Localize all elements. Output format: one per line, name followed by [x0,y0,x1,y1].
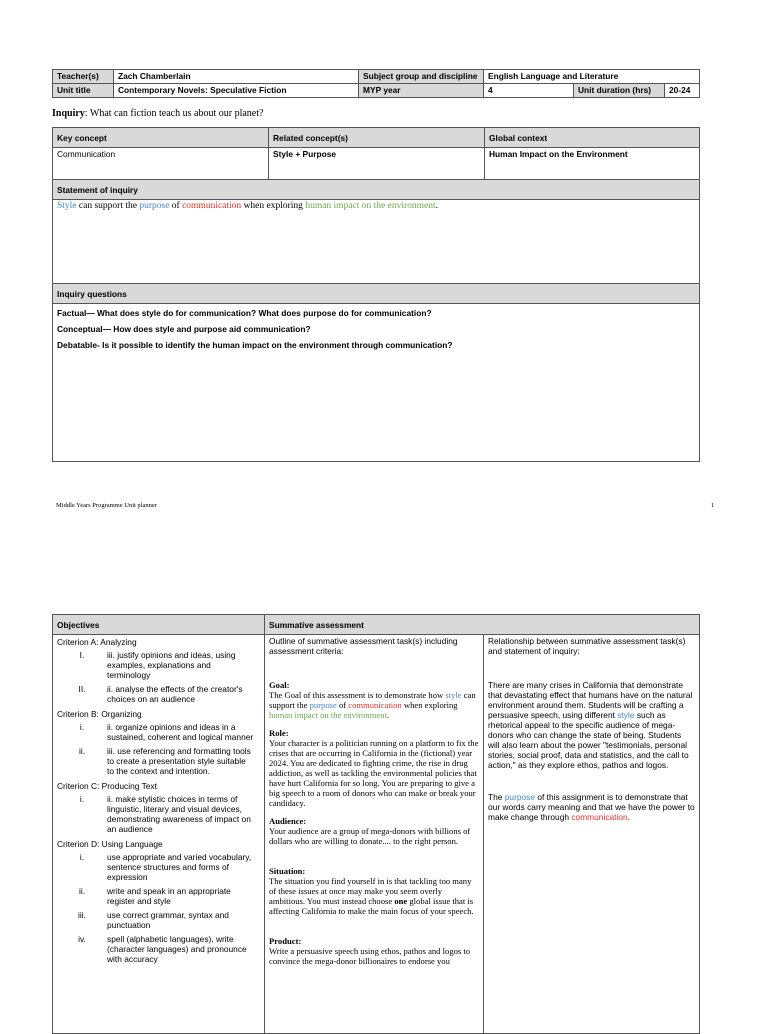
objective-text: use correct grammar, syntax and punctuation [107,910,229,930]
global-context-label: Global context [485,128,700,148]
goal-word-communication: communication [348,700,402,710]
statement-word-style: Style [57,201,77,211]
unit-header-table [52,69,700,98]
audience-label: Audience: [269,816,307,826]
objective-text: spell (alphabetic languages), write (character languages) and pronounce with accuracy [107,934,247,964]
rel-span: such as rhetorical appeal to the specific audience of mega-donors who can change the state of being. Students will also learn about the power "testimonials, personal stories, social proof, data and statistics, and the call to action," as they explore ethos, pathos and logos. [488,710,689,770]
global-context-value: Human Impact on the Environment [485,148,700,180]
unit-title-value: Contemporary Novels: Speculative Fiction [114,84,359,98]
statement-label: Statement of inquiry [53,180,700,200]
rel-span: of this assignment is to demonstrate that our words carry meaning and that we have the power to make change through [488,792,695,822]
audience-text: Your audience are a group of mega-donors with billions of dollars who are willing to donate.... to the right person. [269,826,471,846]
criterion-title: Criterion D: Using Language [57,839,163,849]
key-concept-label: Key concept [53,128,269,148]
objective-number: i. [79,852,85,862]
relationship-paragraph-2 [488,792,695,822]
inquiry-questions-label: Inquiry questions [53,284,700,304]
objective-item [57,650,260,680]
objective-text: iii. justify opinions and ideas, using examples, explanations and terminology [107,650,236,680]
objective-item [57,746,260,776]
footer-title: Middle Years Programme Unit planner [56,502,157,509]
objectives-cell [53,635,265,1034]
objective-item [57,852,260,882]
criterion-title: Criterion A: Analyzing [57,637,137,647]
summative-label: Summative assessment [265,615,700,635]
objective-number: II. [78,684,86,694]
outline-label: Outline of summative assessment task(s) including assessment criteria: [269,636,458,656]
situation-label: Situation: [269,866,306,876]
statement-word-purpose: purpose [139,201,170,211]
situation-bold: one [394,896,408,906]
debatable-question: Debatable- Is it possible to identify the human impact on the environment through communication? [57,340,453,350]
objective-text: ii. organize opinions and ideas in a sustained, coherent and logical manner [107,722,254,742]
goal-word-style: style [445,690,462,700]
concepts-table [52,127,700,462]
statement-text: . [435,201,439,211]
goal-span: can support the [269,690,476,710]
objective-number: ii. [78,746,86,756]
objective-item [57,684,260,704]
goal-word-purpose: purpose [309,700,337,710]
inquiry-questions [53,304,700,462]
objective-item [57,910,260,930]
duration-value: 20-24 [665,84,700,98]
objective-text: use appropriate and varied vocabulary, sentence structures and forms of expression [107,852,252,882]
factual-question: Factual— What does style do for communication? What does purpose do for communication? [57,308,432,318]
criterion-title: Criterion B: Organizing [57,709,142,719]
situation-span: global issue that is affecting California to make the main focus of your speech. [269,896,474,916]
goal-span: of [336,700,349,710]
teacher-value: Zach Chamberlain [114,70,359,84]
goal-span: when exploring [401,700,458,710]
relationship-label: Relationship between summative assessment task(s) and statement of inquiry: [488,636,686,656]
summative-outline-cell [265,635,484,1034]
product-label: Product: [269,936,302,946]
objective-number: i. [79,722,85,732]
inquiry-text: : What can fiction teach us about our planet? [84,108,264,119]
rel-span: The [488,792,505,802]
objective-number: I. [79,650,85,660]
goal-span: The Goal of this assessment is to demonstrate how [269,690,446,700]
goal-word-human-impact: human impact on the environment [269,710,387,720]
rel-span: . [627,812,630,822]
situation-span: The situation you find yourself in is that tackling too many of these issues at once may make you seem overly ambitious. You must instead choose [269,876,472,906]
duration-label: Unit duration (hrs) [574,84,665,98]
role-label: Role: [269,728,289,738]
objective-item [57,722,260,742]
product-text: Write a persuasive speech using ethos, pathos and logos to convince the mega-donor billionaires to endorse you [269,946,471,966]
goal-label: Goal: [269,680,290,690]
statement-word-human-impact: human impact on the environment [305,201,436,211]
myp-year-value: 4 [484,84,574,98]
relationship-paragraph-1 [488,680,695,770]
statement-word-communication: communication [182,201,242,211]
objectives-table [52,614,700,1034]
teacher-label: Teacher(s) [53,70,114,84]
statement-of-inquiry [53,200,700,284]
objective-text: iii. use referencing and formatting tools to create a presentation style suitable to the context and intention. [107,746,251,776]
inquiry-label: Inquiry [52,108,85,119]
related-concept-value: Style + Purpose [269,148,485,180]
unit-title-label: Unit title [53,84,114,98]
relationship-cell [484,635,700,1034]
objective-number: iii. [78,910,86,920]
objective-number: i. [79,794,85,804]
related-concept-label: Related concept(s) [269,128,485,148]
objective-number: ii. [78,886,86,896]
statement-text: of [169,201,183,211]
statement-text: when exploring [241,201,306,211]
rel-word-style: style [617,710,635,720]
key-concept-value: Communication [53,148,269,180]
objective-item [57,794,260,834]
rel-word-communication: communication [571,812,628,822]
subject-value: English Language and Literature [484,70,700,84]
objective-item [57,934,260,964]
goal-span: . [386,710,390,720]
situation-text [269,876,479,916]
objective-text: ii. make stylistic choices in terms of linguistic, literary and visual devices, demonstrating awareness of impact on an audience [107,794,251,834]
objective-text: write and speak in an appropriate register and style [107,886,231,906]
criterion-title: Criterion C: Producing Text [57,781,157,791]
statement-text: can support the [76,201,140,211]
objective-number: iv. [78,934,86,944]
conceptual-question: Conceptual— How does style and purpose aid communication? [57,324,311,334]
rel-span: There are many crises in California that demonstrate that devastating effect that humans have on the natural environment around them. Students will be crafting a persuasive speech, using different [488,680,693,720]
role-text: Your character is a politician running on a platform to fix the crises that are occurring in California in the (fictional) year 2024. You are dedicated to fighting crime, the rise in drug addiction, as well as tackling the environmental policies that have hurt California for so long. You are preparing to give a big speech to a room of donors who can make or break your candidacy. [269,738,479,808]
inquiry-line [52,108,263,119]
subject-label: Subject group and discipline [359,70,484,84]
myp-year-label: MYP year [359,84,484,98]
rel-word-purpose: purpose [504,792,536,802]
objective-item [57,886,260,906]
objective-text: ii. analyse the effects of the creator's choices on an audience [107,684,243,704]
objectives-label: Objectives [53,615,265,635]
goal-text [269,690,479,720]
page-number: 1 [711,502,715,509]
